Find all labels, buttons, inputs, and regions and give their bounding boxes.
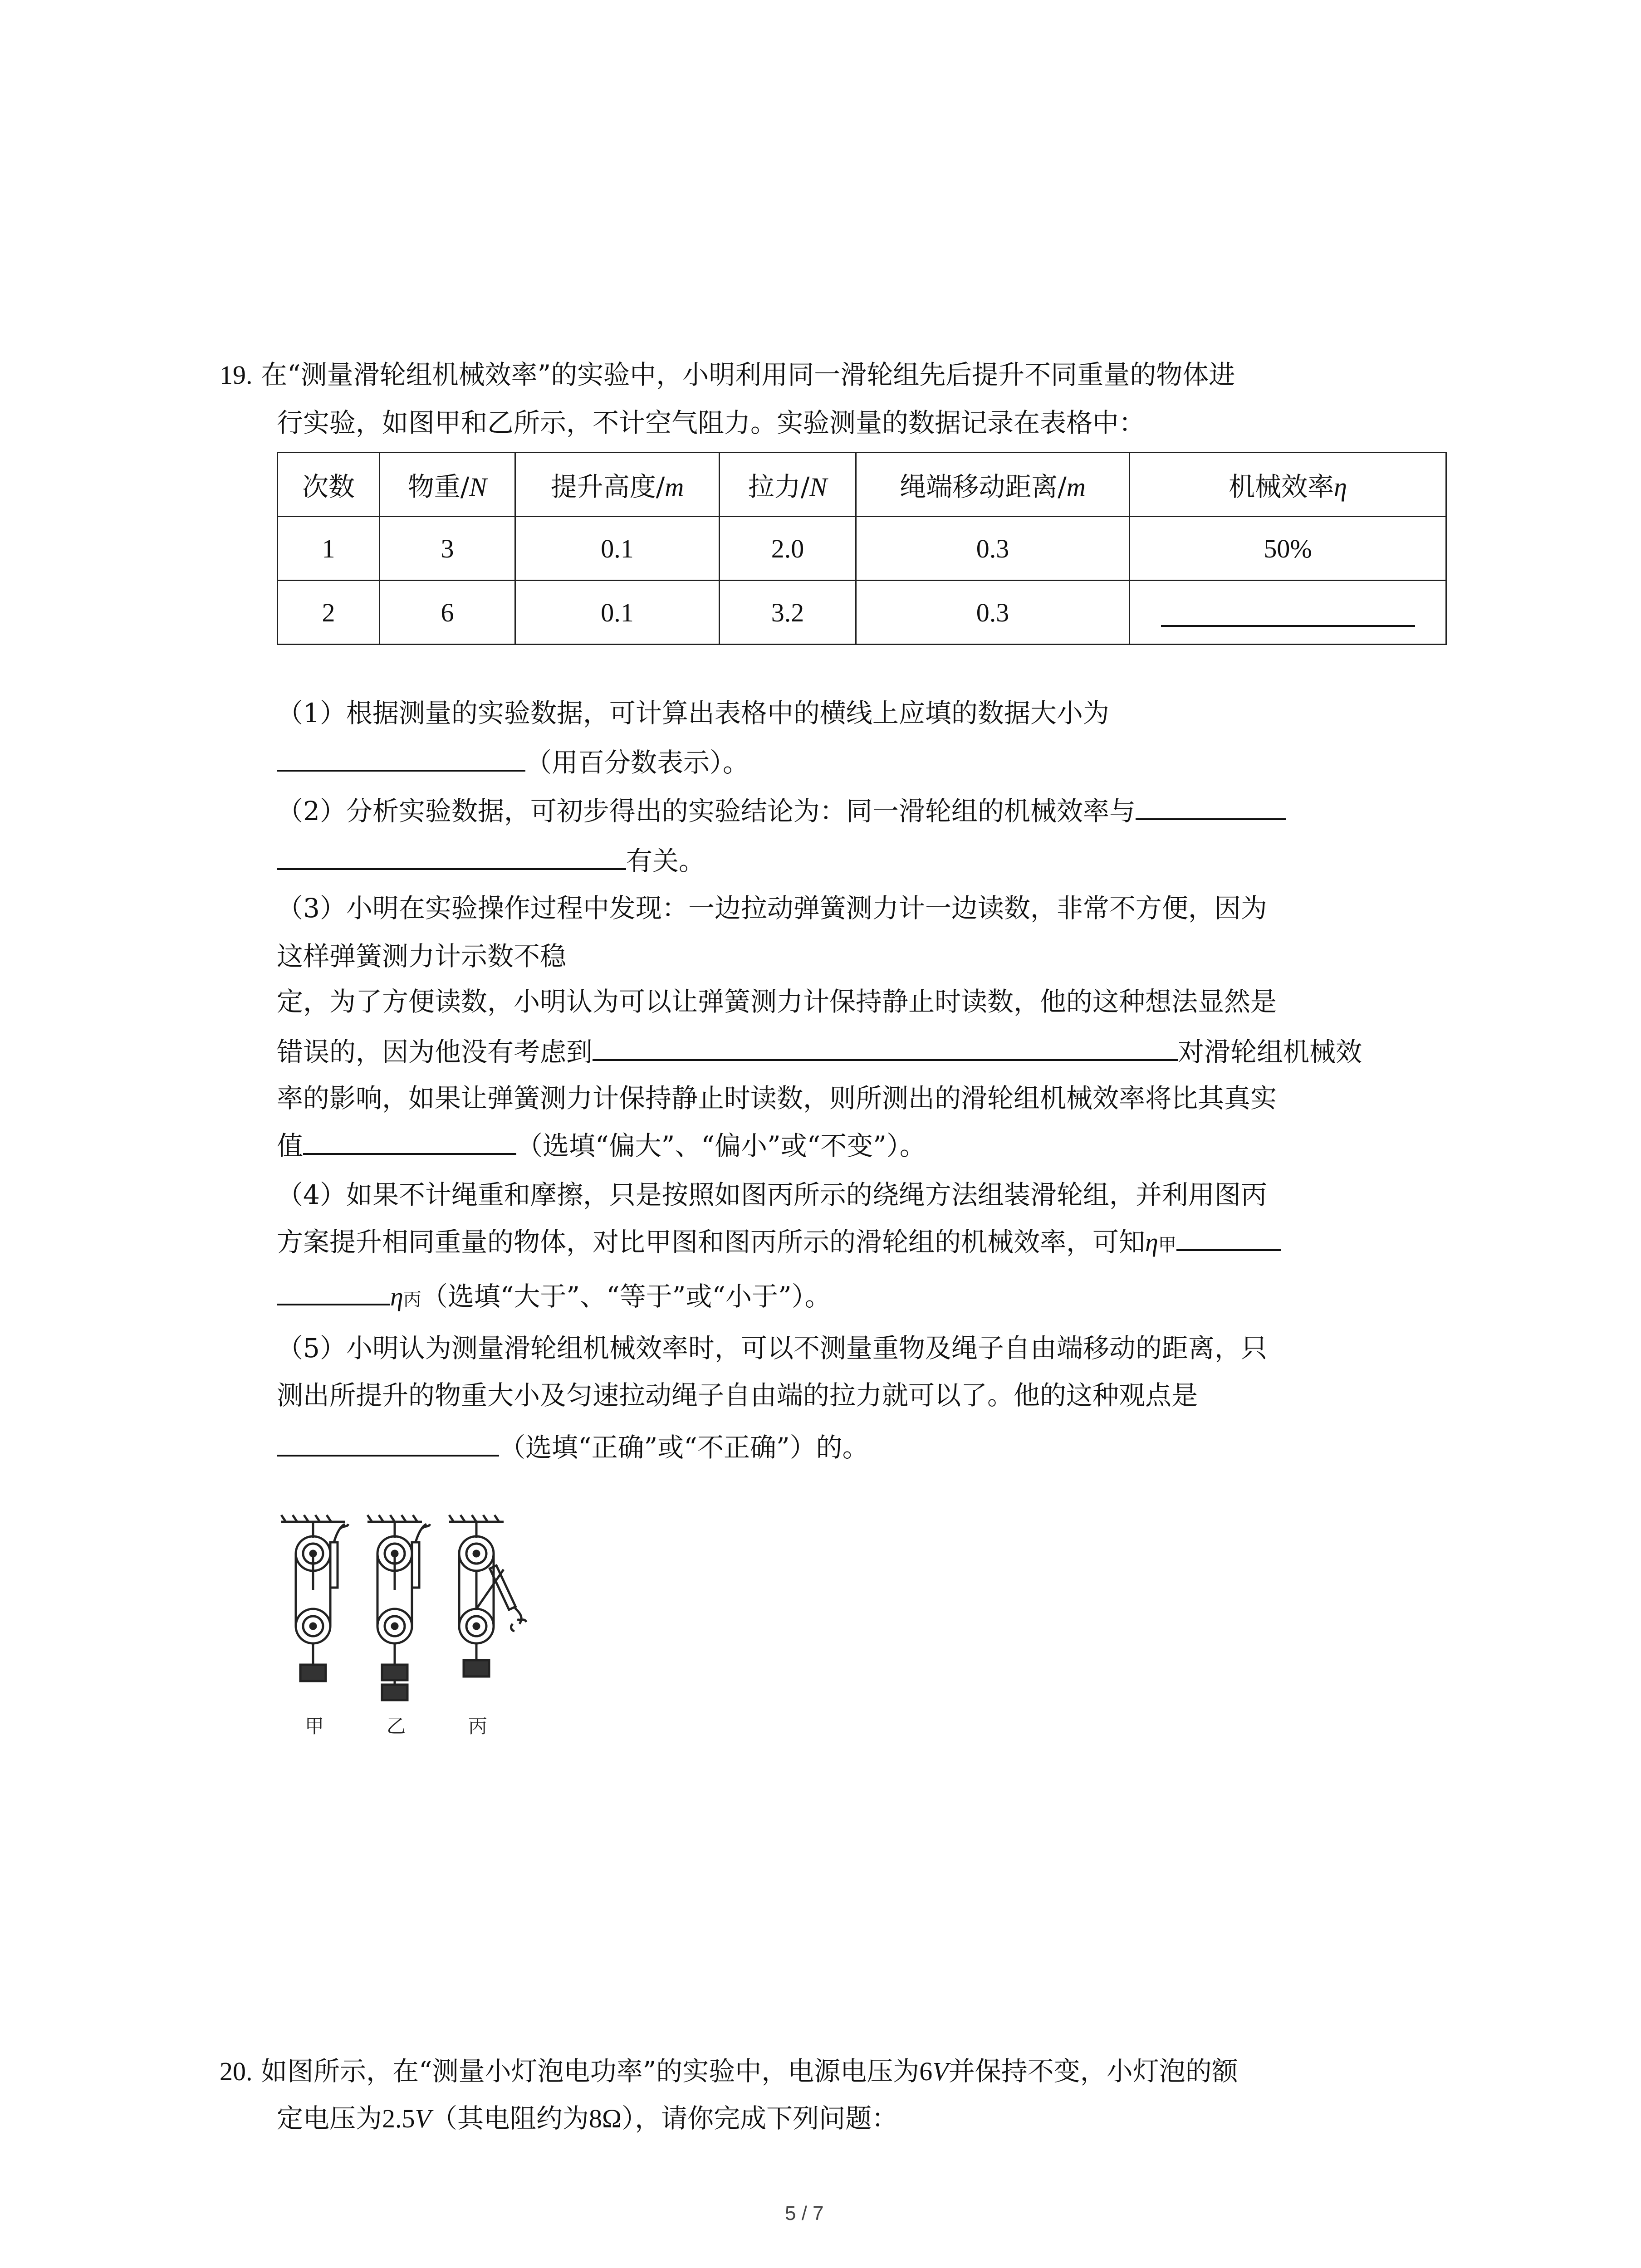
q19-stem-text1: 在“测量滑轮组机械效率”的实验中，小明利用同一滑轮组先后提升不同重量的物体进 bbox=[260, 359, 1235, 390]
table-cell: 2 bbox=[278, 581, 380, 645]
table-cell: 0.1 bbox=[515, 517, 720, 581]
table-cell: 3 bbox=[380, 517, 515, 581]
figure-label-yi: 乙 bbox=[387, 1715, 406, 1737]
table-cell: 1 bbox=[278, 517, 380, 581]
q19-part5-line2: 测出所提升的物重大小及匀速拉动绳子自由端的拉力就可以了。他的这种观点是 bbox=[277, 1380, 1198, 1411]
q19-part3-line4 bbox=[277, 1036, 1362, 1068]
figure-label-jia: 甲 bbox=[305, 1715, 324, 1737]
part3-answer-blank-b[interactable] bbox=[303, 1130, 516, 1155]
eta-symbol: η bbox=[1145, 1227, 1158, 1257]
q19-part1-line1: （1）根据测量的实验数据，可计算出表格中的横线上应填的数据大小为 bbox=[277, 698, 1109, 728]
q20-text-c: 定电压为 bbox=[277, 2103, 382, 2134]
q19-part1-line2 bbox=[277, 746, 749, 779]
header-force: 拉力/N bbox=[720, 453, 856, 517]
q20-number: 20. bbox=[220, 2057, 253, 2086]
header-height: 提升高度/m bbox=[515, 453, 720, 517]
part3-text-f1: 值 bbox=[277, 1130, 304, 1161]
q20-text-d: （其电阻约为 bbox=[431, 2103, 589, 2134]
pulley-diagram-yi bbox=[367, 1515, 430, 1700]
eta-subscript-jia: 甲 bbox=[1158, 1235, 1176, 1256]
part4-answer-blank-b[interactable] bbox=[277, 1281, 390, 1305]
q20-rated-voltage: 2.5 bbox=[382, 2104, 415, 2133]
table-header-row bbox=[278, 453, 1446, 517]
q20-text-e: ），请你完成下列问题： bbox=[622, 2103, 898, 2134]
part4-answer-blank-a[interactable] bbox=[1176, 1227, 1281, 1251]
q19-part3-line3: 定，为了方便读数，小明认为可以让弹簧测力计保持静止时读数，他的这种想法显然是 bbox=[277, 986, 1277, 1017]
pulley-diagram-bing bbox=[449, 1515, 526, 1677]
table-cell: 0.1 bbox=[515, 581, 720, 645]
part1-tail: （用百分数表示）。 bbox=[525, 747, 749, 778]
q20-resistance: 8Ω bbox=[588, 2104, 622, 2133]
pulley-system-figure bbox=[277, 1510, 572, 1765]
table-cell: 0.3 bbox=[856, 581, 1130, 645]
q20-text-a: 如图所示，在“测量小灯泡电功率”的实验中，电源电压为 bbox=[260, 2056, 920, 2087]
part2-answer-blank-a[interactable] bbox=[1136, 796, 1286, 820]
eta-symbol: η bbox=[390, 1282, 403, 1311]
part3-answer-blank-a[interactable] bbox=[593, 1036, 1178, 1061]
q20-rated-unit: V bbox=[415, 2104, 431, 2133]
part2-text: （2）分析实验数据，可初步得出的实验结论为：同一滑轮组的机械效率与 bbox=[277, 796, 1136, 826]
part3-text-f2: （选填“偏大”、“偏小”或“不变”）。 bbox=[516, 1130, 926, 1161]
q19-part3-line1: （3）小明在实验操作过程中发现：一边拉动弹簧测力计一边读数，非常不方便，因为 bbox=[277, 893, 1267, 924]
q20-line1 bbox=[220, 2055, 1238, 2088]
part4-text-b: 方案提升相同重量的物体，对比甲图和图丙所示的滑轮组的机械效率，可知 bbox=[277, 1227, 1146, 1257]
q19-part5-line1: （5）小明认为测量滑轮组机械效率时，可以不测量重物及绳子自由端移动的距离，只 bbox=[277, 1333, 1267, 1364]
q19-part3-line2: 这样弹簧测力计示数不稳 bbox=[277, 941, 567, 972]
header-count: 次数 bbox=[278, 453, 380, 517]
part4-text-c: （选填“大于”、“等于”或“小于”）。 bbox=[421, 1281, 831, 1312]
header-distance: 绳端移动距离/m bbox=[856, 453, 1130, 517]
q20-voltage-value: 6 bbox=[919, 2057, 933, 2086]
part5-answer-blank[interactable] bbox=[277, 1432, 499, 1457]
table-cell: 0.3 bbox=[856, 517, 1130, 581]
q19-part3-line6 bbox=[277, 1129, 926, 1162]
table-cell: 3.2 bbox=[720, 581, 856, 645]
table-cell: 50% bbox=[1130, 517, 1446, 581]
q19-number: 19. bbox=[220, 360, 253, 390]
q19-part4-line1: （4）如果不计绳重和摩擦，只是按照如图丙所示的绕绳方法组装滑轮组，并利用图丙 bbox=[277, 1179, 1267, 1210]
q19-stem-line1 bbox=[220, 358, 1235, 391]
part2-tail: 有关。 bbox=[626, 846, 705, 876]
q19-part5-line3 bbox=[277, 1431, 869, 1464]
pulley-diagram-jia bbox=[281, 1515, 348, 1681]
q19-part4-line2 bbox=[277, 1226, 1281, 1261]
q20-voltage-unit: V bbox=[932, 2057, 949, 2086]
q19-part3-line5: 率的影响，如果让弹簧测力计保持静止时读数，则所测出的滑轮组机械效率将比其真实 bbox=[277, 1083, 1277, 1114]
part3-text-d1: 错误的，因为他没有考虑到 bbox=[277, 1036, 593, 1067]
q19-part2-line2 bbox=[277, 845, 705, 877]
q19-stem-line2: 行实验，如图甲和乙所示，不计空气阻力。实验测量的数据记录在表格中： bbox=[277, 407, 1146, 438]
q19-part2-line1 bbox=[277, 795, 1286, 827]
part3-text-d2: 对滑轮组机械效 bbox=[1178, 1036, 1362, 1067]
part5-text-c: （选填“正确”或“不正确”）的。 bbox=[499, 1432, 869, 1463]
efficiency-answer-cell[interactable] bbox=[1130, 581, 1446, 645]
q20-line2 bbox=[277, 2102, 898, 2135]
table-row bbox=[278, 517, 1446, 581]
header-weight: 物重/N bbox=[380, 453, 515, 517]
table-row bbox=[278, 581, 1446, 645]
table-cell: 2.0 bbox=[720, 517, 856, 581]
figure-label-bing: 丙 bbox=[468, 1715, 488, 1737]
q20-text-b: 并保持不变，小灯泡的额 bbox=[948, 2056, 1238, 2087]
q19-data-table bbox=[277, 452, 1447, 645]
efficiency-answer-blank[interactable] bbox=[1161, 591, 1415, 627]
part2-answer-blank-b[interactable] bbox=[277, 846, 626, 870]
page-number: 5 / 7 bbox=[785, 2202, 824, 2224]
header-efficiency: 机械效率η bbox=[1130, 453, 1446, 517]
table-cell: 6 bbox=[380, 581, 515, 645]
eta-subscript-bing: 丙 bbox=[403, 1289, 421, 1310]
part1-answer-blank[interactable] bbox=[277, 747, 525, 772]
q19-part4-line3 bbox=[277, 1280, 831, 1316]
